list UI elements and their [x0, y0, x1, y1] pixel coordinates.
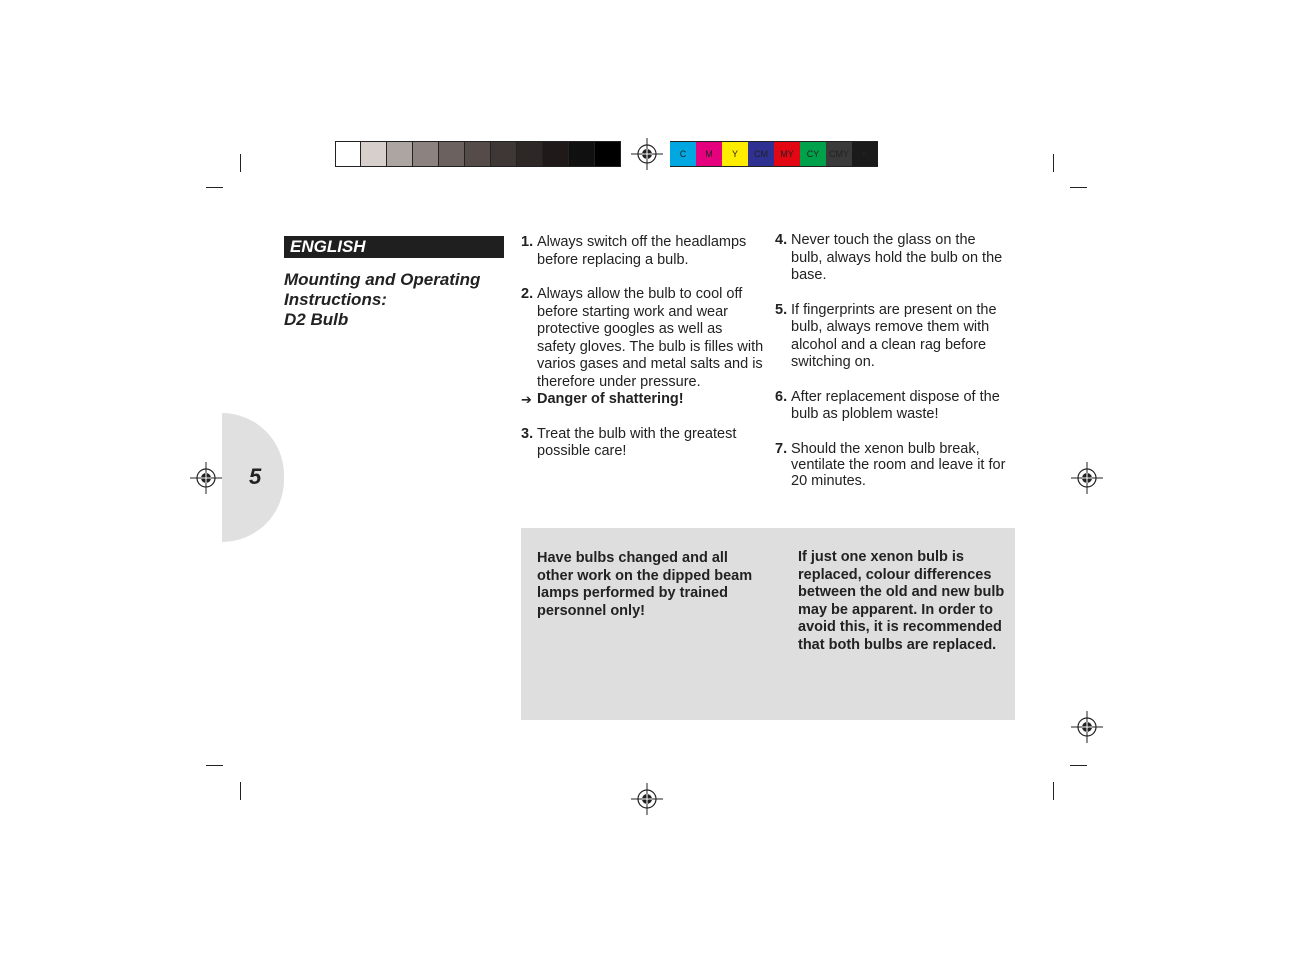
grey-swatch [439, 141, 465, 167]
step-text: Always allow the bulb to cool off before starting work and wear protective googles as well as safety gloves. The bulb is filles with varios gases and metal salts and is therefore under pressure. [537, 286, 764, 390]
color-swatch-k: K [852, 141, 878, 167]
crop-mark [1053, 782, 1054, 800]
language-header: ENGLISH [284, 236, 504, 258]
crop-mark [1070, 765, 1087, 766]
warning-line [521, 391, 765, 409]
step-text: Should the xenon bulb break, ventilate the room and leave it for 20 minutes. [791, 440, 1006, 489]
page-number: 5 [249, 464, 262, 489]
grey-swatch [569, 141, 595, 167]
step-text: Never touch the glass on the bulb, always hold the bulb on the base. [791, 232, 1003, 283]
title-line: Mounting and Operating [284, 270, 481, 289]
grey-swatch [491, 141, 517, 167]
grey-swatch [465, 141, 491, 167]
color-swatch-cy: CY [800, 141, 826, 167]
title-line: Instructions: [284, 290, 387, 309]
instruction-step [775, 441, 1007, 489]
step-text: If fingerprints are present on the bulb, always remove them with alcohol and a clean rag before switching on. [791, 301, 997, 370]
notice-left: Have bulbs changed and all other work on the dipped beam lamps performed by trained personnel only! [537, 550, 753, 619]
grey-swatch [595, 141, 621, 167]
steps-column-right [775, 232, 1007, 506]
registration-mark-icon [631, 138, 663, 170]
crop-mark [206, 187, 223, 188]
step-number: 4. [775, 232, 788, 248]
document-title [284, 270, 514, 330]
crop-mark [240, 154, 241, 172]
registration-mark-icon [1071, 462, 1103, 494]
step-number: 5. [775, 301, 788, 318]
step-number: 2. [521, 286, 534, 302]
color-swatch-c: C [670, 141, 696, 167]
instruction-step [775, 302, 1007, 372]
instruction-step [521, 286, 765, 391]
color-swatch-my: MY [774, 141, 800, 167]
registration-mark-icon [190, 462, 222, 494]
color-swatch-y: Y [722, 141, 748, 167]
notice-right: If just one xenon bulb is replaced, colour differences between the old and new bulb may be apparent. In order to avoid this, it is recommended that both bulbs are replaced. [798, 549, 1005, 653]
step-text: Treat the bulb with the greatest possible care! [537, 425, 737, 459]
instruction-step [521, 234, 765, 269]
steps-column-left [521, 234, 765, 478]
crop-mark [240, 782, 241, 800]
grey-swatch [361, 141, 387, 167]
instruction-step [775, 389, 1007, 424]
instruction-step [521, 426, 765, 461]
title-line: D2 Bulb [284, 310, 349, 329]
registration-mark-icon [1071, 711, 1103, 743]
crop-mark [206, 765, 223, 766]
step-number: 7. [775, 440, 788, 457]
grey-swatch [543, 141, 569, 167]
step-number: 3. [521, 425, 534, 442]
step-text: Always switch off the headlamps before replacing a bulb. [537, 234, 747, 268]
instruction-step [775, 232, 1007, 285]
warning-text: Danger of shattering! [537, 391, 684, 407]
arrow-icon: ➔ [521, 392, 532, 407]
color-swatch-cmy: CMY [826, 141, 852, 167]
step-number: 1. [521, 234, 534, 250]
step-text: After replacement dispose of the bulb as ploblem waste! [791, 388, 1000, 422]
color-swatch-m: M [696, 141, 722, 167]
crop-mark [1053, 154, 1054, 172]
step-number: 6. [775, 388, 788, 405]
grey-swatch [413, 141, 439, 167]
crop-mark [1070, 187, 1087, 188]
grey-swatch [335, 141, 361, 167]
registration-mark-icon [631, 783, 663, 815]
grey-swatch [517, 141, 543, 167]
grey-swatch [387, 141, 413, 167]
color-swatch-cm: CM [748, 141, 774, 167]
notice-box [521, 528, 1015, 720]
